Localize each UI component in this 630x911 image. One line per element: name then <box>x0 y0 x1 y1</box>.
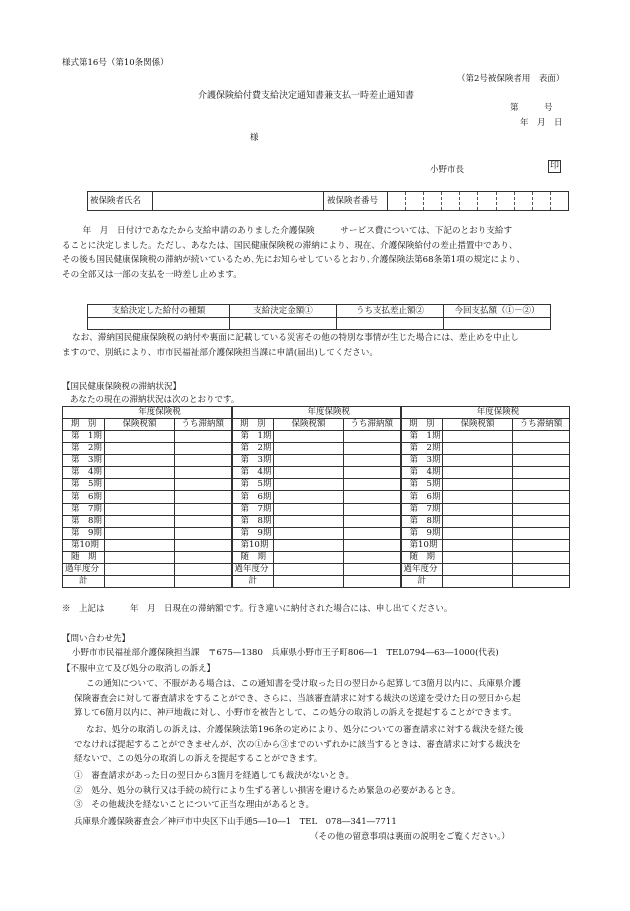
period-label: 第 9期 <box>63 527 105 539</box>
arrears-amount-cell[interactable] <box>175 527 232 539</box>
suspension-note: なお、滞納国民健康保険税の納付や裏面に記載している災害その他の特別な事情が生じた場合には、差止めを中止し ますので、別紙により、市市民福祉部介護保険担当課に申請(届出)してください。 <box>62 333 519 358</box>
period-label: 第 8期 <box>63 515 105 527</box>
appeal-items <box>62 769 582 813</box>
tax-amount-cell[interactable] <box>105 564 175 576</box>
tax-amount-cell[interactable] <box>443 503 513 515</box>
tax-amount-cell[interactable] <box>443 551 513 563</box>
arrears-amount-cell[interactable] <box>513 443 570 455</box>
period-label: 第 5期 <box>232 479 274 491</box>
arrears-amount-cell[interactable] <box>513 539 570 551</box>
insured-name-label: 被保険者氏名 <box>88 192 153 211</box>
period-label: 第 3期 <box>401 455 443 467</box>
period-label: 第10期 <box>401 539 443 551</box>
tax-amount-cell[interactable] <box>105 527 175 539</box>
arrears-amount-cell[interactable] <box>344 564 401 576</box>
period-label: 第 7期 <box>63 503 105 515</box>
insured-number-label: 被保険者番号 <box>324 192 388 211</box>
column-header: 保険税額 <box>105 419 175 431</box>
footer-note: （その他の留意事項は裏面の説明をご覧ください。） <box>310 832 510 842</box>
appeal-item-1: ① 審査請求があった日の翌日から3箇月を経過しても裁決がないとき。 <box>74 771 355 781</box>
tax-amount-cell[interactable] <box>274 539 344 551</box>
column-header: うち滞納額 <box>513 419 570 431</box>
tax-amount-cell[interactable] <box>274 503 344 515</box>
insured-name-field[interactable] <box>153 192 324 211</box>
period-label: 第 7期 <box>401 503 443 515</box>
period-label: 第 1期 <box>232 431 274 443</box>
seal-stamp: 印 <box>550 161 560 171</box>
tax-amount-cell[interactable] <box>105 431 175 443</box>
appeal-title: 【不服申立て及び処分の取消しの訴え】 <box>62 664 216 674</box>
tax-amount-cell[interactable] <box>105 467 175 479</box>
tax-amount-cell[interactable] <box>274 527 344 539</box>
arrears-amount-cell[interactable] <box>513 551 570 563</box>
period-label: 第 1期 <box>401 431 443 443</box>
arrears-amount-cell[interactable] <box>344 467 401 479</box>
arrears-note: ※ 上記は 年 月 日現在の滞納額です。行き違いに納付された場合には、申し出てください。 <box>62 604 453 614</box>
period-label: 第 4期 <box>63 467 105 479</box>
tax-amount-cell[interactable] <box>105 515 175 527</box>
arrears-amount-cell[interactable] <box>344 455 401 467</box>
period-label: 第 5期 <box>63 479 105 491</box>
column-header: 期 別 <box>401 419 443 431</box>
appeal-item-2: ② 処分、処分の執行又は手続の続行により生ずる著しい損害を避けるため緊急の必要があるとき。 <box>74 785 461 796</box>
tax-amount-cell[interactable] <box>105 455 175 467</box>
arrears-amount-cell[interactable] <box>175 576 232 588</box>
sender-name: 小野市長 <box>430 165 465 175</box>
tax-amount-cell[interactable] <box>443 479 513 491</box>
period-label: 第 6期 <box>401 491 443 503</box>
arrears-amount-cell[interactable] <box>513 455 570 467</box>
column-header: 期 別 <box>63 419 105 431</box>
period-label: 計 <box>63 576 105 588</box>
header-benefit-type: 支給決定した給付の種類 <box>88 305 230 318</box>
tax-amount-cell[interactable] <box>443 539 513 551</box>
arrears-amount-cell[interactable] <box>513 467 570 479</box>
tax-amount-cell[interactable] <box>274 564 344 576</box>
arrears-amount-cell[interactable] <box>344 479 401 491</box>
arrears-amount-cell[interactable] <box>344 491 401 503</box>
tax-amount-cell[interactable] <box>443 491 513 503</box>
column-header: 期 別 <box>232 419 274 431</box>
period-label: 第 4期 <box>232 467 274 479</box>
period-label: 第 3期 <box>63 455 105 467</box>
arrears-amount-cell[interactable] <box>344 527 401 539</box>
period-label: 第 1期 <box>63 431 105 443</box>
tax-amount-cell[interactable] <box>105 479 175 491</box>
tax-amount-cell[interactable] <box>274 515 344 527</box>
column-header: うち滞納額 <box>175 419 232 431</box>
tax-amount-cell[interactable] <box>443 431 513 443</box>
period-label: 第10期 <box>232 539 274 551</box>
form-note: （第2号被保険者用 表面） <box>457 74 565 84</box>
tax-amount-cell[interactable] <box>105 503 175 515</box>
arrears-amount-cell[interactable] <box>513 503 570 515</box>
arrears-amount-cell[interactable] <box>175 431 232 443</box>
insured-number-field[interactable] <box>388 192 569 211</box>
tax-amount-cell[interactable] <box>443 515 513 527</box>
period-label: 第 2期 <box>401 443 443 455</box>
arrears-amount-cell[interactable] <box>344 515 401 527</box>
payment-table <box>87 304 551 330</box>
tax-amount-cell[interactable] <box>105 491 175 503</box>
arrears-amount-cell[interactable] <box>175 503 232 515</box>
benefit-type-cell[interactable] <box>88 318 230 330</box>
tax-amount-cell[interactable] <box>443 564 513 576</box>
tax-amount-cell[interactable] <box>105 443 175 455</box>
header-payment-amount: 今回支払額（①－②） <box>444 305 551 318</box>
arrears-amount-cell[interactable] <box>513 527 570 539</box>
arrears-amount-cell[interactable] <box>344 431 401 443</box>
tax-amount-cell[interactable] <box>443 527 513 539</box>
tax-amount-cell[interactable] <box>274 576 344 588</box>
arrears-amount-cell[interactable] <box>175 551 232 563</box>
arrears-amount-cell[interactable] <box>513 479 570 491</box>
period-label: 計 <box>232 576 274 588</box>
payment-amount-cell[interactable] <box>444 318 551 330</box>
arrears-amount-cell[interactable] <box>175 455 232 467</box>
tax-amount-cell[interactable] <box>105 551 175 563</box>
arrears-amount-cell[interactable] <box>175 539 232 551</box>
appeal-paragraph-2: なお、処分の取消しの訴えは、介護保険法第196条の定めにより、処分についての審査請求に対する裁決を経た後 でなければ提起することができませんが、次の①から③までのいずれかに該当するときは、審査請求に対する裁決を 経ないで、この処分の取消しの訴えを提起することができます。 <box>74 725 524 765</box>
tax-amount-cell[interactable] <box>443 467 513 479</box>
period-label: 第 4期 <box>401 467 443 479</box>
form-number: 様式第16号（第10条関係） <box>62 58 169 68</box>
contact-title: 【問い合わせ先】 <box>62 634 131 644</box>
arrears-amount-cell[interactable] <box>344 503 401 515</box>
column-header: うち滞納額 <box>344 419 401 431</box>
tax-amount-cell[interactable] <box>105 576 175 588</box>
appeal-item-3: ③ その他裁決を経ないことについて正当な理由があるとき。 <box>74 800 315 811</box>
addressee-honorific: 様 <box>250 133 259 143</box>
period-label: 第10期 <box>63 539 105 551</box>
period-label: 第 5期 <box>401 479 443 491</box>
arrears-amount-cell[interactable] <box>175 479 232 491</box>
arrears-amount-cell[interactable] <box>513 564 570 576</box>
year-header: 年度保険税 <box>401 407 570 419</box>
tax-amount-cell[interactable] <box>274 551 344 563</box>
arrears-amount-cell[interactable] <box>175 467 232 479</box>
contact-text: 小野市市民福祉部介護保険担当課 〒675―1380 兵庫県小野市王子町806―1 TEL0794―63―1000(代表) <box>72 648 499 658</box>
arrears-amount-cell[interactable] <box>344 576 401 588</box>
period-label: 過年度分 <box>232 564 274 576</box>
arrears-tables <box>62 406 570 588</box>
tax-amount-cell[interactable] <box>274 455 344 467</box>
tax-amount-cell[interactable] <box>274 467 344 479</box>
period-label: 第 9期 <box>401 527 443 539</box>
arrears-amount-cell[interactable] <box>513 431 570 443</box>
arrears-amount-cell[interactable] <box>513 576 570 588</box>
column-header: 保険税額 <box>443 419 513 431</box>
decided-amount-cell[interactable] <box>230 318 337 330</box>
header-withheld-amount: うち支払差止額② <box>337 305 444 318</box>
document-title: 介護保険給付費支給決定通知書兼支払一時差止通知書 <box>198 91 415 101</box>
arrears-amount-cell[interactable] <box>344 443 401 455</box>
year-header: 年度保険税 <box>232 407 401 419</box>
tax-amount-cell[interactable] <box>443 455 513 467</box>
period-label: 第 9期 <box>232 527 274 539</box>
appeal-paragraph-1: この通知について、不服がある場合は、この通知書を受け取った日の翌日から起算して3箇月以内に、兵庫県介護 保険審査会に対して審査請求をすることができ、さらに、当該審査請求に対する裁決の送達を受けた日の翌日から起 算して6箇月以内に、神戸地裁に対し、小野市を被告として、この処分の取消しの訴えを提起することができます。 <box>74 679 521 719</box>
tax-amount-cell[interactable] <box>274 431 344 443</box>
tax-amount-cell[interactable] <box>443 576 513 588</box>
period-label: 第 8期 <box>401 515 443 527</box>
tax-amount-cell[interactable] <box>274 491 344 503</box>
column-header: 保険税額 <box>274 419 344 431</box>
period-label: 第 6期 <box>63 491 105 503</box>
period-label: 随 期 <box>63 551 105 563</box>
tax-amount-cell[interactable] <box>274 479 344 491</box>
arrears-intro: あなたの現在の滞納状況は次のとおりです。 <box>70 395 240 405</box>
period-label: 第 7期 <box>232 503 274 515</box>
period-label: 過年度分 <box>63 564 105 576</box>
arrears-amount-cell[interactable] <box>175 491 232 503</box>
review-council-contact: 兵庫県介護保険審査会／神戸市中央区下山手通5―10―1 TEL 078―341―7711 <box>74 817 397 827</box>
period-label: 第 2期 <box>232 443 274 455</box>
arrears-amount-cell[interactable] <box>344 539 401 551</box>
period-label: 第 3期 <box>232 455 274 467</box>
arrears-amount-cell[interactable] <box>175 564 232 576</box>
period-label: 随 期 <box>232 551 274 563</box>
arrears-amount-cell[interactable] <box>513 491 570 503</box>
year-header: 年度保険税 <box>63 407 232 419</box>
issue-date: 年 月 日 <box>520 118 563 128</box>
arrears-amount-cell[interactable] <box>175 515 232 527</box>
arrears-amount-cell[interactable] <box>513 515 570 527</box>
document-number: 第 号 <box>510 103 553 113</box>
period-label: 第 8期 <box>232 515 274 527</box>
header-decided-amount: 支給決定金額① <box>230 305 337 318</box>
arrears-amount-cell[interactable] <box>175 443 232 455</box>
tax-amount-cell[interactable] <box>105 539 175 551</box>
insured-info-table <box>87 191 569 211</box>
withheld-amount-cell[interactable] <box>337 318 444 330</box>
arrears-table <box>62 406 570 588</box>
period-label: 第 2期 <box>63 443 105 455</box>
period-label: 計 <box>401 576 443 588</box>
period-label: 過年度分 <box>401 564 443 576</box>
notice-body: 年 月 日付けであなたから支給申請のありました介護保険 サービス費については、下記のとおり支給す ることに決定しました。ただし、あなたは、国民健康保険税の滞納により、現在、介護保険給付の差止措置中であり、 その後も国民健康保険税の滞納が続いているため､先にお知らせしているとおり､介護保険法第68条第1項の規定により、 その全部又は一部の支払を一時差し止めます。 <box>62 226 526 280</box>
arrears-amount-cell[interactable] <box>344 551 401 563</box>
period-label: 第 6期 <box>232 491 274 503</box>
tax-amount-cell[interactable] <box>274 443 344 455</box>
period-label: 随 期 <box>401 551 443 563</box>
arrears-section-title: 【国民健康保険税の滞納状況】 <box>62 382 182 392</box>
tax-amount-cell[interactable] <box>443 443 513 455</box>
